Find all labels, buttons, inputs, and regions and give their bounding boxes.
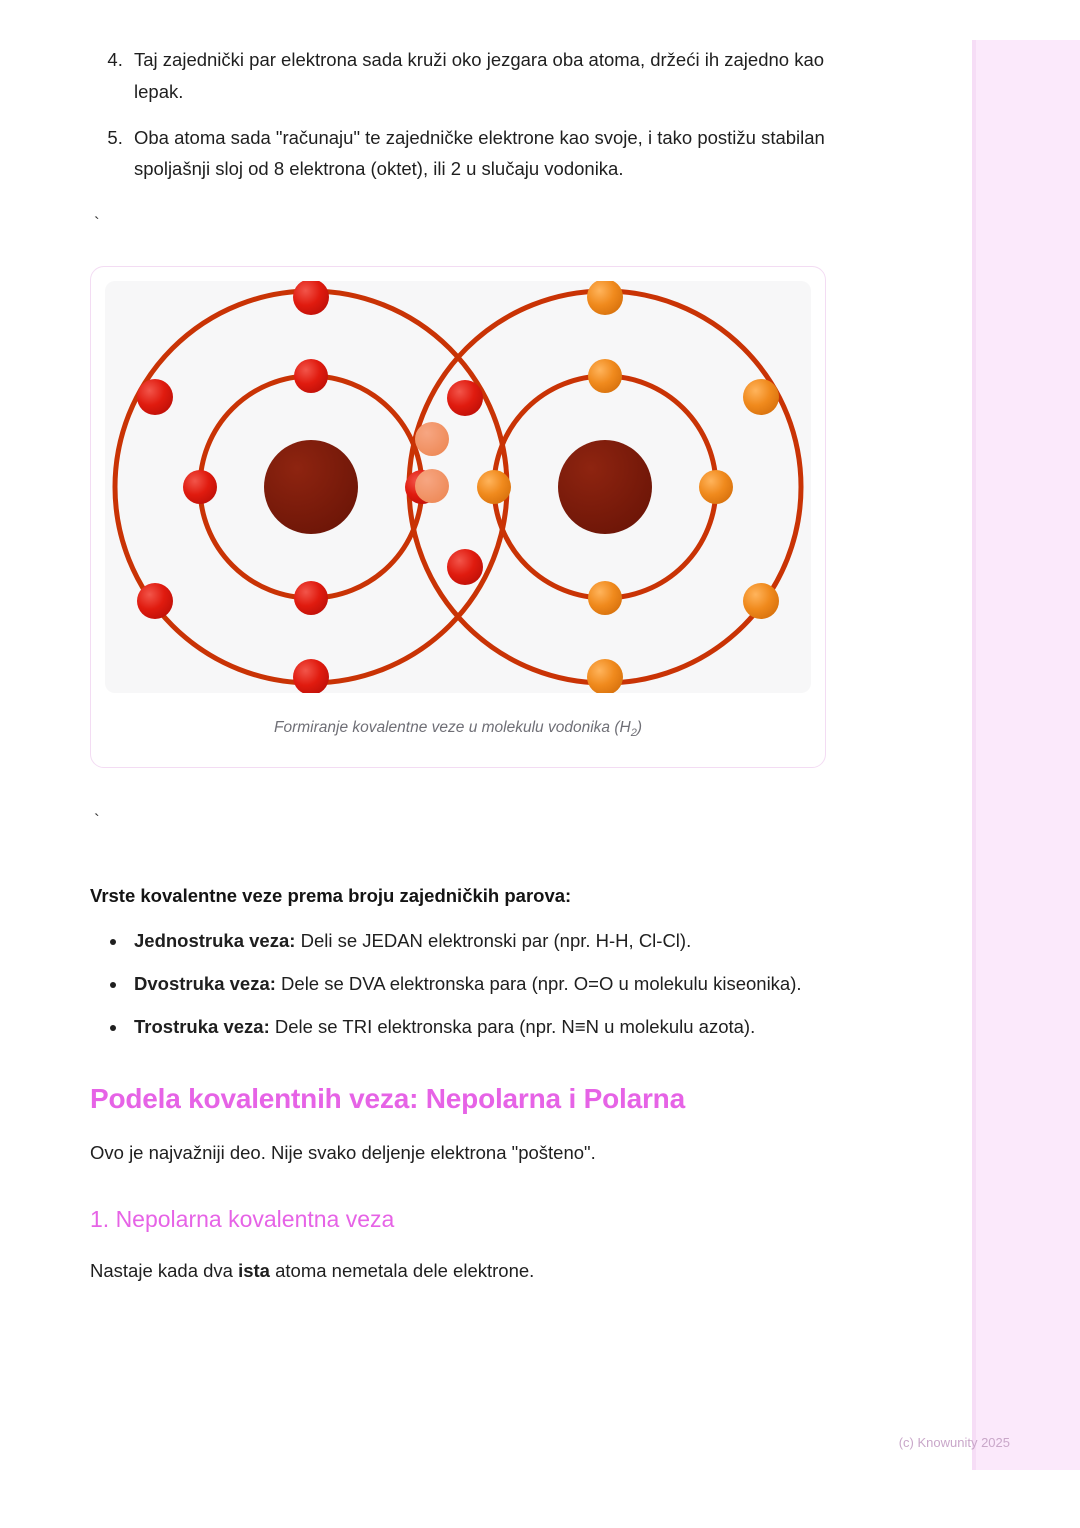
list-item: [128, 1011, 850, 1043]
backtick-marker-2: `: [94, 811, 100, 831]
list-item-label: Trostruka veza:: [134, 1015, 270, 1037]
section-paragraph: Ovo je najvažniji deo. Nije svako deljenje elektrona "pošteno".: [90, 1141, 596, 1163]
list-item-text: Deli se JEDAN elektronski par (npr. H-H, Cl-Cl).: [295, 930, 692, 952]
list-item-label: Dvostruka veza:: [134, 973, 276, 995]
list-item-text: Dele se DVA elektronska para (npr. O=O u molekulu kiseonika).: [275, 973, 802, 995]
figure-card: [90, 266, 826, 768]
list-item-text: Dele se TRI elektronska para (npr. N≡N u molekulu azota).: [269, 1015, 756, 1037]
figure-caption-suffix: ): [636, 719, 642, 737]
document-content: [90, 44, 850, 1287]
figure-caption-text: Formiranje kovalentne veze u molekulu vodonika (H: [274, 719, 631, 737]
covalent-bond-diagram: [105, 281, 811, 693]
subsection-paragraph-before: Nastaje kada dva: [90, 1260, 239, 1282]
backtick-marker-1: `: [94, 214, 100, 234]
subsection-paragraph-after: atoma nemetala dele elektrone.: [269, 1260, 535, 1282]
figure-caption-subscript: 2: [630, 727, 637, 740]
molecule-svg: [105, 281, 811, 693]
types-heading: Vrste kovalentne veze prema broju zajedničkih parova:: [90, 885, 572, 907]
right-sidebar-band: [972, 40, 1080, 1470]
subsection-title: 1. Nepolarna kovalentna veza: [90, 1206, 395, 1233]
copyright-footer: (c) Knowunity 2025: [898, 1435, 1010, 1450]
numbered-steps-list: [90, 44, 850, 185]
section-title: Podela kovalentnih veza: Nepolarna i Polarna: [90, 1082, 685, 1114]
figure-caption: [105, 719, 811, 739]
list-item: [128, 968, 850, 1000]
list-item: 5. Oba atoma sada "računaju" te zajedničke elektrone kao svoje, i tako postižu stabilan spoljašnji sloj od 8 elektrona (oktet), ili 2 u slučaju vodonika.: [128, 122, 850, 186]
subsection-paragraph-bold: ista: [238, 1260, 270, 1282]
list-item-label: Jednostruka veza:: [134, 930, 296, 952]
right-sidebar-band-edge: [972, 40, 976, 1470]
list-item: [128, 925, 850, 957]
bond-types-list: [90, 925, 850, 1042]
list-item: 4. Taj zajednički par elektrona sada kruži oko jezgara oba atoma, držeći ih zajedno kao lepak.: [128, 44, 850, 108]
subsection-paragraph: [90, 1255, 850, 1286]
